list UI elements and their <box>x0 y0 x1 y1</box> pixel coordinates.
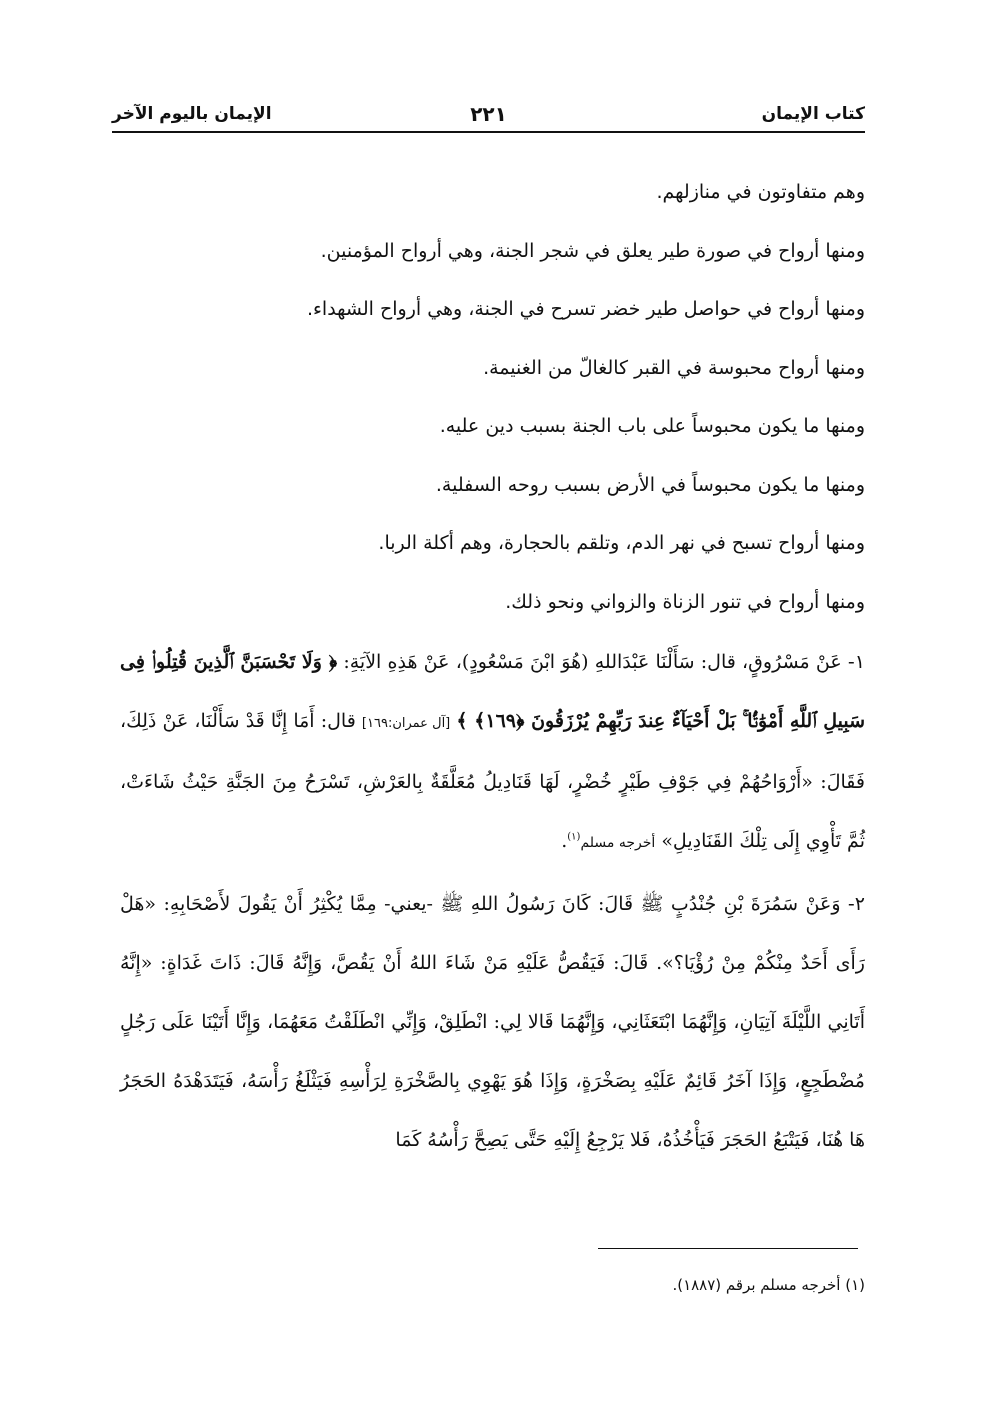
hadith-entry-2 <box>120 875 865 1170</box>
text-line: وهم متفاوتون في منازلهم. <box>656 181 865 203</box>
text-line: ومنها ما يكون محبوساً في الأرض بسبب روحه السفلية. <box>435 473 865 496</box>
entry-number: ٢- <box>847 893 865 915</box>
footnote: (١) أخرجه مسلم برقم (١٨٨٧). <box>672 1276 865 1294</box>
page-number: ٢٢١ <box>470 102 507 126</box>
text-line: ومنها ما يكون محبوساً على باب الجنة بسبب دين عليه. <box>439 415 865 437</box>
main-text <box>120 163 865 1170</box>
hadith-entry-1: ١- عَنْ مَسْرُوقٍ، قال: سَأَلْنَا عَبْدَاللهِ (هُوَ ابْنَ مَسْعُودٍ)، عَنْ هَذِهِ الآيَةِ: ﴿ وَلَا تَحْسَبَنَّ ٱلَّذِينَ قُتِلُوا۟ فِى سَبِيلِ ٱللَّهِ أَمْوَٰتًۢا ۚ بَلْ أَحْيَآءٌ عِندَ رَبِّهِمْ يُرْزَقُونَ ﴿١٦٩﴾ ﴾ [آل عمران:١٦٩] قال: أَمَا إِنَّا قَدْ سَأَلْنَا، عَنْ ذَلِكَ، فَقَالَ: «أَرْوَاحُهُمْ فِي جَوْفِ طَيْرٍ خُضْرٍ، لَهَا قَنَادِيلُ مُعَلَّقَةٌ بِالعَرْشِ، تَسْرَحُ مِنَ الجَنَّةِ حَيْثُ شَاءَتْ، ثُمَّ تَأْوِي إِلَى تِلْكَ القَنَادِيلِ» أخرجه مسلم$^{(١)}$. <box>120 651 866 852</box>
text-line: ومنها أرواح في تنور الزناة والزواني ونحو ذلك. <box>505 590 865 613</box>
source-note: أخرجه مسلم <box>580 835 656 851</box>
text-line: ومنها أرواح في صورة طير يعلق في شجر الجنة، وهي أرواح المؤمنين. <box>320 239 865 262</box>
header-divider <box>112 131 865 133</box>
text-line: ومنها أرواح محبوسة في القبر كالغالّ من الغنيمة. <box>483 356 865 379</box>
footnote-divider <box>598 1248 858 1249</box>
chapter-title: الإيمان باليوم الآخر <box>112 104 272 124</box>
footnote-mark: (١) <box>567 831 581 843</box>
verse-reference: [آل عمران:١٦٩] <box>361 716 451 731</box>
page-header <box>112 100 865 132</box>
text-line: ومنها أرواح تسبح في نهر الدم، وتلقم بالحجارة، وهم أكلة الربا. <box>378 532 865 554</box>
quran-verse: ﴿ وَلَا تَحْسَبَنَّ ٱلَّذِينَ قُتِلُوا۟ فِى سَبِيلِ ٱللَّهِ أَمْوَٰتًۢا ۚ بَلْ أَحْيَآءٌ عِندَ رَبِّهِمْ يُرْزَقُونَ ﴿١٦٩﴾ ﴾ <box>120 651 866 732</box>
entry-number: ١- <box>847 651 865 673</box>
book-title: كتاب الإيمان <box>761 104 865 124</box>
text-line: ومنها أرواح في حواصل طير خضر تسرح في الجنة، وهي أرواح الشهداء. <box>306 298 865 320</box>
hadith-body: قال: أَمَا إِنَّا قَدْ سَأَلْنَا، عَنْ ذَلِكَ، فَقَالَ: «أَرْوَاحُهُمْ فِي جَوْفِ طَيْرٍ خُضْرٍ، لَهَا قَنَادِيلُ مُعَلَّقَةٌ بِالعَرْشِ، تَسْرَحُ مِنَ الجَنَّةِ حَيْثُ شَاءَتْ، ثُمَّ تَأْوِي إِلَى تِلْكَ القَنَادِيلِ» <box>120 710 865 852</box>
hadith-body: وَعَنْ سَمُرَةَ بْنِ جُنْدُبٍ ﷺ قَالَ: كَانَ رَسُولُ اللهِ ﷺ -يعني- مِمَّا يُكْثِرُ أَنْ يَقُولَ لأَصْحَابِهِ: «هَلْ رَأَى أَحَدٌ مِنْكُمْ مِنْ رُؤْيَا؟». قَالَ: فَيَقُصُّ عَلَيْهِ مَنْ شَاءَ اللهُ أَنْ يَقُصَّ، وَإِنَّهُ قَالَ: ذَاتَ غَدَاةٍ: «إِنَّهُ أَتَانِي اللَّيْلَةَ آتِيَانِ، وَإِنَّهُمَا ابْتَعَثَانِي، وَإِنَّهُمَا قَالا لِي: انْطَلِقْ، وَإِنِّي انْطَلَقْتُ مَعَهُمَا، وَإِنَّا أَتَيْنَا عَلَى رَجُلٍ مُضْطَجِعٍ، وَإِذَا آخَرُ قَائِمٌ عَلَيْهِ بِصَخْرَةٍ، وَإِذَا هُوَ يَهْوِي بِالصَّخْرَةِ لِرَأْسِهِ فَيَثْلَغُ رَأْسَهُ، فَيَتَدَهْدَهُ الحَجَرُ هَا هُنَا، فَيَتْبَعُ الحَجَرَ فَيَأْخُذُهُ، فَلا يَرْجِعُ إِلَيْهِ حَتَّى يَصِحَّ رَأْسُهُ كَمَا <box>120 893 865 1151</box>
hadith-intro: عَنْ مَسْرُوقٍ، قال: سَأَلْنَا عَبْدَاللهِ (هُوَ ابْنَ مَسْعُودٍ)، عَنْ هَذِهِ الآيَةِ: <box>343 651 842 673</box>
